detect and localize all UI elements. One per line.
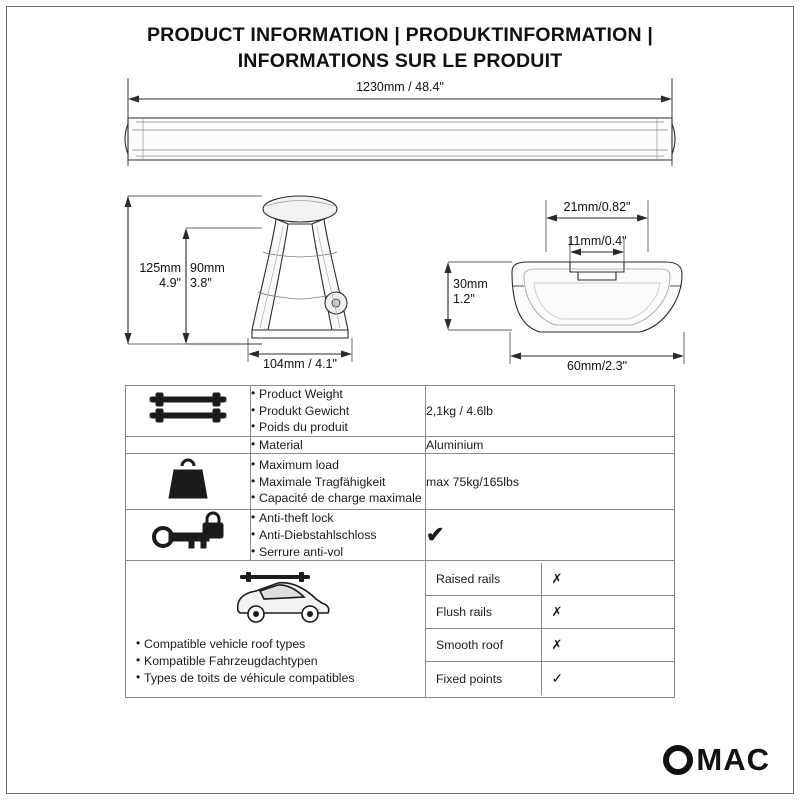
weight-icon	[158, 454, 218, 506]
antitheft-label-fr: • Serrure anti-vol	[251, 544, 425, 561]
weight-icon-cell	[126, 454, 251, 510]
brand-logo	[663, 742, 770, 778]
foot-width-label: 104mm / 4.1"	[263, 357, 337, 371]
table-row	[126, 386, 675, 437]
roof-option-mark: ✓	[541, 662, 674, 696]
profile-width-label: 60mm/2.3"	[566, 359, 628, 373]
lock-key-icon	[145, 511, 231, 557]
roof-option-mark: ✗	[551, 571, 563, 587]
antitheft-labels-cell	[251, 510, 426, 561]
antitheft-label-de: • Anti-Diebstahlschloss	[251, 527, 425, 544]
roof-options-table	[426, 563, 674, 695]
height-inner-in-label: 3.8"	[190, 276, 212, 290]
material-value: Aluminium	[426, 436, 675, 454]
rooftypes-label-de: • Kompatible Fahrzeugdachtypen	[136, 653, 415, 670]
car-with-rack-icon	[216, 569, 336, 627]
maxload-label-de: • Maximale Tragfähigkeit	[251, 474, 425, 491]
roof-option-row	[426, 596, 674, 629]
roof-option-mark: ✗	[541, 596, 674, 629]
height-total-in-label: 4.9"	[159, 276, 181, 290]
roof-option-name: Raised rails	[426, 563, 541, 596]
antitheft-label-en: • Anti-theft lock	[251, 510, 425, 527]
title-line-1: PRODUCT INFORMATION | PRODUKTINFORMATION |	[146, 24, 654, 46]
material-icon-cell	[126, 436, 251, 454]
height-total-mm-label: 125mm	[139, 261, 181, 275]
logo-o-icon	[663, 745, 693, 775]
roof-option-mark: ✗	[541, 629, 674, 662]
profile-height-mm-label: 30mm	[453, 277, 488, 291]
profile-height-in-label: 1.2"	[453, 292, 475, 306]
car-with-rack-icon-wrap	[126, 561, 425, 632]
maxload-label-en: • Maximum load	[251, 457, 425, 474]
rooftypes-label-en: • Compatible vehicle roof types	[136, 636, 415, 653]
height-inner-mm-label: 90mm	[190, 261, 225, 275]
weight-label-de: • Produkt Gewicht	[251, 403, 425, 420]
logo-text: MAC	[696, 742, 770, 777]
weight-label-en: • Product Weight	[251, 386, 425, 403]
weight-labels-cell	[251, 386, 426, 437]
roof-options-cell	[426, 561, 675, 698]
weight-label-fr: • Poids du produit	[251, 419, 425, 436]
roof-option-row	[426, 629, 674, 662]
table-row	[126, 510, 675, 561]
roof-option-row	[426, 563, 674, 596]
maxload-label-fr: • Capacité de charge maximale	[251, 490, 425, 507]
maxload-labels-cell	[251, 454, 426, 510]
profile-slot-width-label: 11mm/0.4"	[567, 234, 627, 248]
table-row	[126, 436, 675, 454]
profile-top-width-label: 21mm/0.82"	[563, 200, 631, 214]
lock-key-icon-cell	[126, 510, 251, 561]
crossbars-icon-cell	[126, 386, 251, 437]
roof-option-name: Fixed points	[426, 662, 541, 696]
material-labels-cell	[251, 436, 426, 454]
crossbars-icon	[142, 387, 234, 431]
antitheft-check: ✔	[426, 522, 445, 548]
roof-option-name: Smooth roof	[426, 629, 541, 662]
bar-length-label: 1230mm / 48.4"	[356, 80, 444, 94]
page-title	[60, 22, 740, 75]
roof-option-row	[426, 662, 674, 696]
table-row	[126, 454, 675, 510]
weight-value: 2,1kg / 4.6lb	[426, 386, 675, 437]
material-label: • Material	[251, 437, 425, 454]
rooftypes-label-fr: • Types de toits de véhicule compatibles	[136, 670, 415, 687]
specification-table	[125, 385, 675, 698]
roof-types-cell	[126, 561, 426, 698]
roof-option-name: Flush rails	[426, 596, 541, 629]
maxload-value: max 75kg/165lbs	[426, 454, 675, 510]
title-line-2: INFORMATIONS SUR LE PRODUIT	[237, 50, 563, 73]
table-row-roof-types	[126, 561, 675, 698]
